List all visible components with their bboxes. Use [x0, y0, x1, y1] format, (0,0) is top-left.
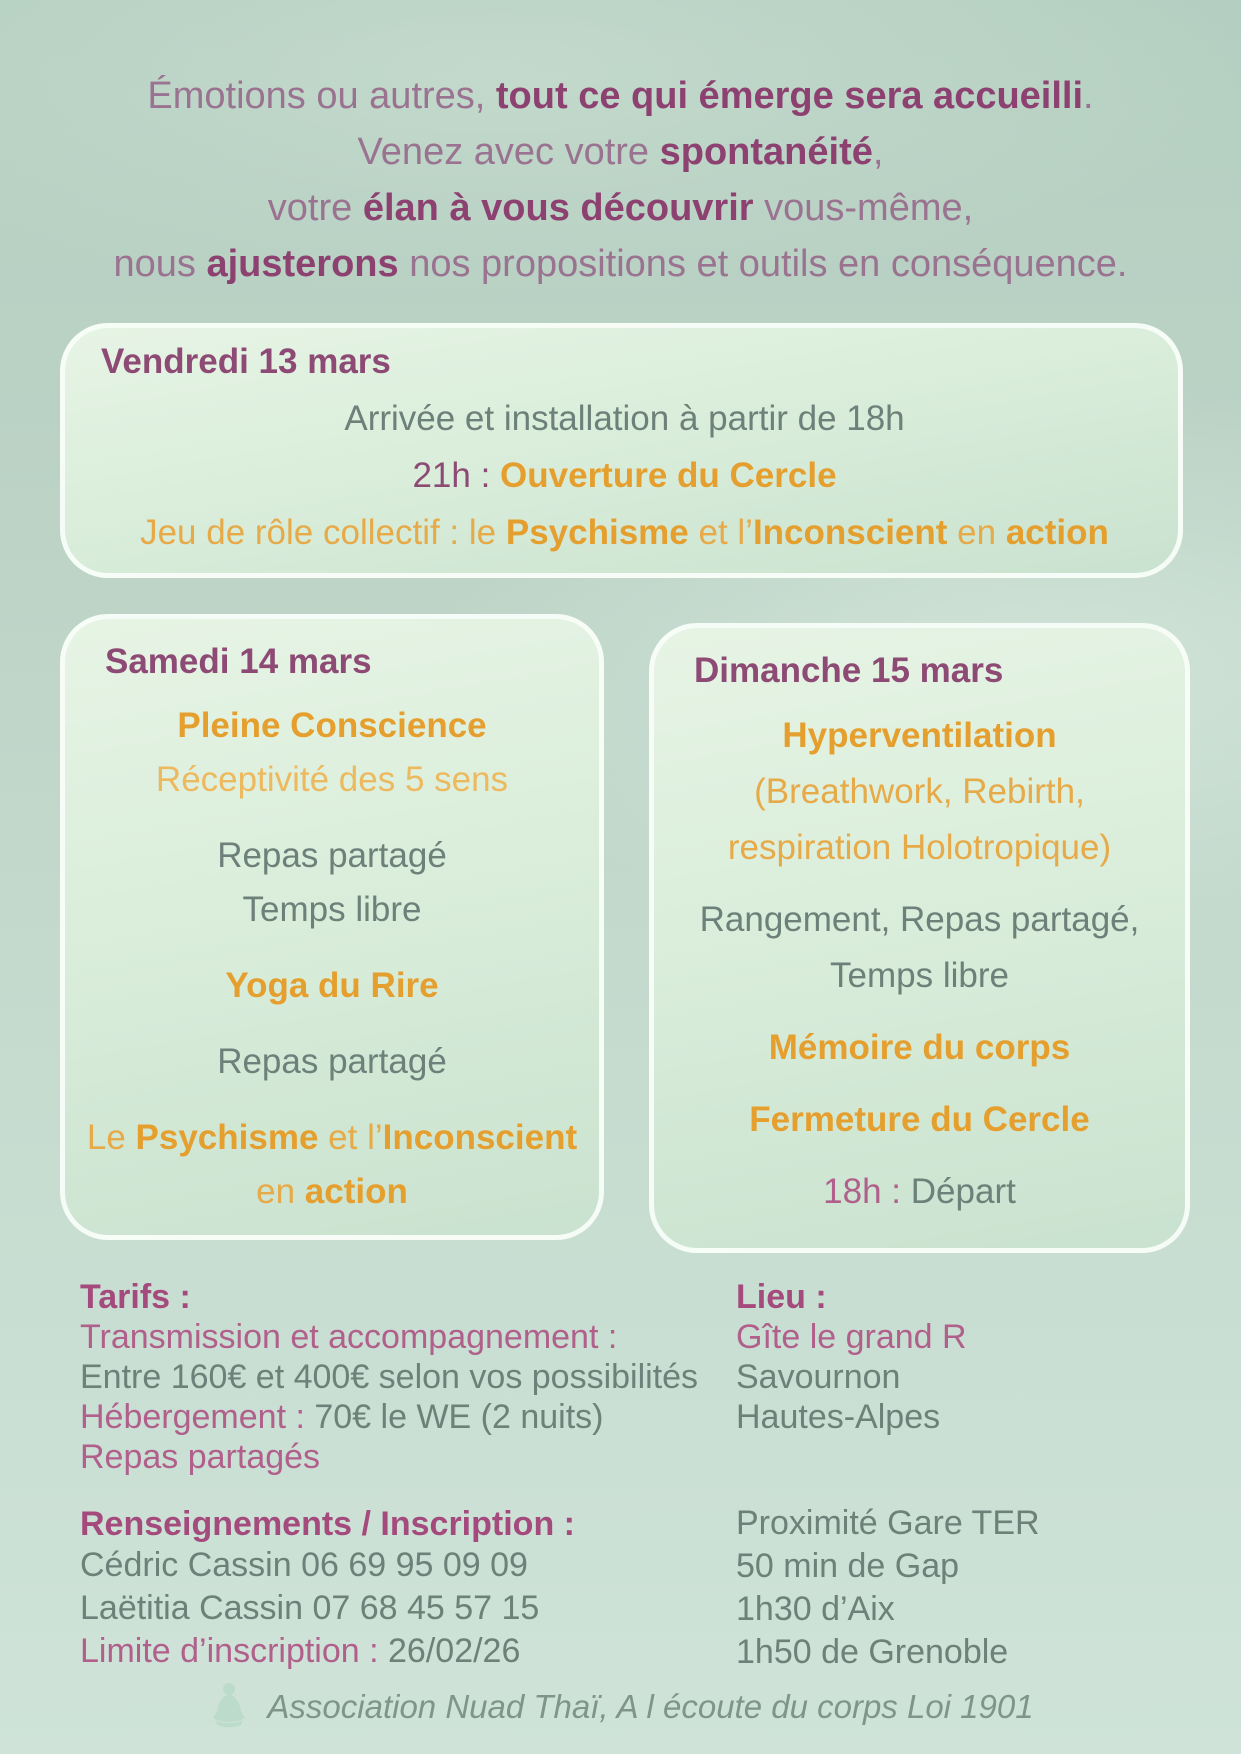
text-segment: Repas partagé [217, 836, 447, 875]
text-line [85, 829, 579, 883]
text-line [80, 1437, 736, 1477]
text-segment: Le [86, 1118, 136, 1157]
text-line [80, 1317, 736, 1357]
card-body-samedi [85, 699, 579, 1219]
text-segment: Transmission et accompagnement : [80, 1318, 618, 1356]
text-segment: Fermeture du Cercle [749, 1100, 1090, 1139]
text-line [85, 753, 579, 807]
text-segment: Gîte le grand R [736, 1318, 967, 1356]
text-line [674, 1092, 1165, 1148]
access-block [736, 1502, 1191, 1674]
text-segment: Rangement, Repas partagé, [699, 900, 1140, 939]
text-line [80, 1587, 736, 1630]
lieu-block [736, 1277, 1191, 1437]
text-segment: 70€ le WE (2 nuits) [314, 1398, 604, 1436]
text-line [80, 1630, 736, 1673]
text-segment: élan à vous découvrir [362, 187, 754, 229]
text-segment: votre [267, 187, 363, 229]
text-line [736, 1502, 1191, 1545]
footer [0, 1680, 1241, 1733]
text-line [0, 236, 1241, 292]
text-segment: Savournon [736, 1358, 901, 1396]
text-segment: 1h30 d’Aix [736, 1590, 895, 1628]
renseignements-lines [80, 1544, 736, 1673]
text-segment: Inconscient [752, 513, 948, 552]
text-segment: Émotions ou autres, [147, 75, 496, 117]
text-line [736, 1397, 1191, 1437]
text-segment: Hautes-Alpes [736, 1398, 941, 1436]
text-line [674, 764, 1165, 820]
access-lines [736, 1502, 1191, 1674]
text-segment: action [304, 1172, 408, 1211]
text-segment: Hébergement : [80, 1398, 315, 1436]
text-segment: (Breathwork, Rebirth, [754, 772, 1085, 811]
schedule-card-vendredi [60, 323, 1183, 578]
text-line [80, 1397, 736, 1437]
text-line [674, 948, 1165, 1004]
text-segment: et l’ [318, 1118, 383, 1157]
text-line [674, 820, 1165, 876]
text-line [674, 1020, 1165, 1076]
text-segment: . [1083, 75, 1094, 117]
tarifs-title: Tarifs : [80, 1278, 191, 1316]
text-segment: en [947, 513, 1006, 552]
text-segment: Entre 160€ et 400€ selon vos possibilités [80, 1358, 699, 1396]
text-segment: Départ [910, 1172, 1016, 1211]
text-segment: Temps libre [242, 890, 422, 929]
text-segment: Repas partagés [80, 1438, 321, 1476]
text-segment: Proximité Gare TER [736, 1504, 1040, 1542]
text-segment: Temps libre [830, 956, 1009, 995]
text-segment: , [872, 131, 884, 173]
text-segment: 26/02/26 [388, 1632, 521, 1670]
text-line [85, 1111, 579, 1165]
text-segment: Yoga du Rire [225, 966, 439, 1005]
info-column-right [736, 1277, 1191, 1674]
meditation-icon [207, 1680, 251, 1733]
card-title-samedi: Samedi 14 mars [105, 642, 372, 681]
card-title-vendredi: Vendredi 13 mars [101, 342, 391, 381]
text-line [85, 1165, 579, 1219]
text-segment: 50 min de Gap [736, 1547, 960, 1585]
text-segment: Pleine Conscience [177, 706, 487, 745]
text-line [85, 699, 579, 753]
text-segment: en [256, 1172, 305, 1211]
text-line [674, 892, 1165, 948]
text-line [736, 1357, 1191, 1397]
text-segment: Réceptivité des 5 sens [155, 760, 509, 799]
text-segment: 1h50 de Grenoble [736, 1633, 1009, 1671]
text-segment: respiration Holotropique) [727, 828, 1112, 867]
lieu-title: Lieu : [736, 1278, 827, 1316]
text-segment: spontanéité [659, 131, 873, 173]
text-segment: action [1005, 513, 1109, 552]
card-body-dimanche [674, 708, 1165, 1220]
text-line [85, 883, 579, 937]
text-segment: Psychisme [505, 513, 689, 552]
text-line [736, 1545, 1191, 1588]
tarifs-block [80, 1277, 736, 1477]
text-line [80, 1544, 736, 1587]
text-segment: Cédric Cassin 06 69 95 09 09 [80, 1546, 528, 1584]
text-line [80, 1357, 736, 1397]
text-segment: 21h : [412, 456, 501, 495]
text-segment: Venez avec votre [357, 131, 660, 173]
schedule-card-dimanche [649, 623, 1190, 1253]
text-segment: 18h [823, 1172, 882, 1211]
text-line [85, 959, 579, 1013]
text-segment: Inconscient [382, 1118, 578, 1157]
text-line [101, 504, 1148, 561]
text-line [736, 1317, 1191, 1357]
text-segment: tout ce qui émerge sera accueilli [495, 75, 1084, 117]
text-line [674, 708, 1165, 764]
footer-text: Association Nuad Thaï, A l écoute du corps Loi 1901 [267, 1687, 1034, 1725]
text-segment: : [881, 1172, 911, 1211]
card-title-dimanche: Dimanche 15 mars [694, 651, 1004, 690]
text-line [0, 180, 1241, 236]
text-line [85, 1035, 579, 1089]
text-line [736, 1631, 1191, 1674]
text-segment: Repas partagé [217, 1042, 447, 1081]
text-segment: nos propositions et outils en conséquence. [398, 243, 1128, 285]
renseignements-title: Renseignements / Inscription : [80, 1505, 575, 1543]
text-segment: Arrivée et installation à partir de 18h [344, 399, 905, 438]
lieu-lines [736, 1317, 1191, 1437]
text-segment: ajusterons [206, 243, 399, 285]
text-line [101, 390, 1148, 447]
tarifs-lines [80, 1317, 736, 1477]
text-segment: Hyperventilation [782, 716, 1057, 755]
info-column-left [80, 1277, 736, 1674]
text-segment: vous-même, [753, 187, 974, 229]
text-line [101, 447, 1148, 504]
card-body-vendredi [101, 390, 1148, 561]
info-section [80, 1277, 1191, 1674]
text-segment: et l’ [688, 513, 753, 552]
text-segment: Limite d’inscription : [80, 1632, 389, 1670]
text-line [674, 1164, 1165, 1220]
text-segment: Psychisme [135, 1118, 319, 1157]
text-segment: Ouverture du Cercle [500, 456, 837, 495]
intro-paragraph [0, 0, 1241, 292]
schedule-card-samedi [60, 614, 604, 1240]
text-line [736, 1588, 1191, 1631]
text-segment: nous [113, 243, 207, 285]
text-segment: Laëtitia Cassin 07 68 45 57 15 [80, 1589, 540, 1627]
weekend-cards-row [60, 614, 1190, 1253]
text-segment: Mémoire du corps [768, 1028, 1071, 1067]
renseignements-block [80, 1504, 736, 1673]
text-segment: Jeu de rôle collectif : le [140, 513, 506, 552]
text-line [0, 124, 1241, 180]
text-line [0, 68, 1241, 124]
